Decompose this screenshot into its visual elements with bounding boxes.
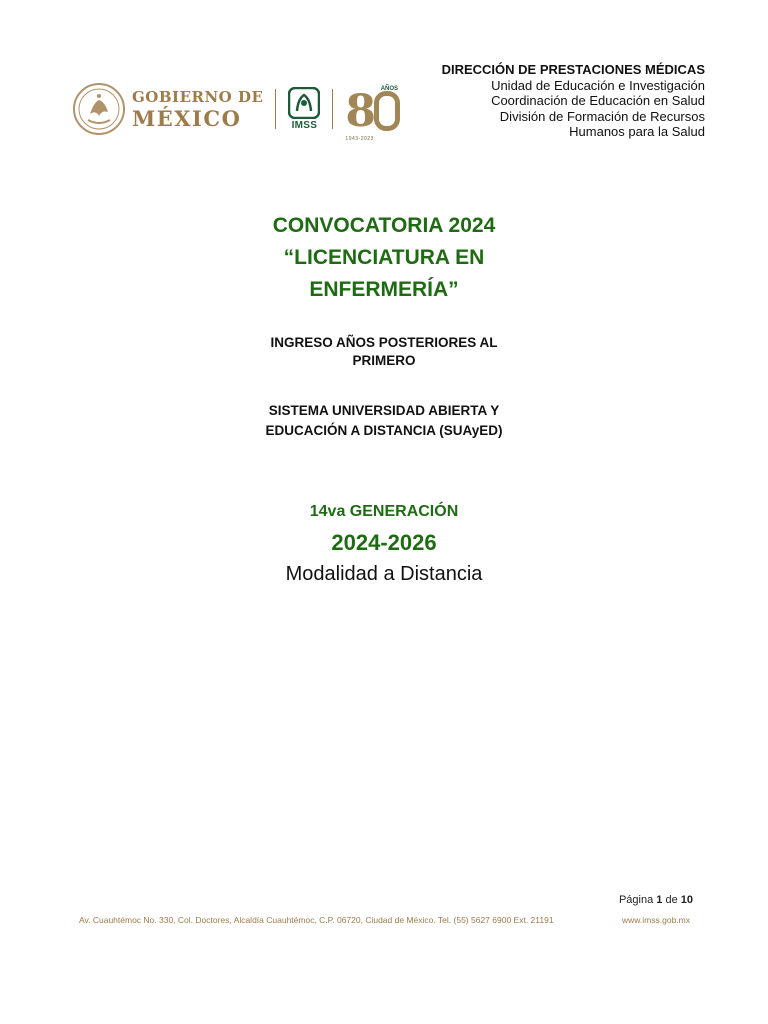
document-title xyxy=(0,210,768,306)
generation-label: 14va GENERACIÓN xyxy=(309,503,459,520)
mexico-coat-of-arms-seal-icon xyxy=(72,82,126,136)
footer-website-link[interactable]: www.imss.gob.mx xyxy=(621,915,690,925)
anniversary-years: 1943-2023 xyxy=(345,136,374,142)
department-header xyxy=(442,62,705,140)
anniversary-number-8: 8 xyxy=(345,86,377,137)
department-line: Coordinación de Educación en Salud xyxy=(491,93,705,108)
title-line: “LICENCIATURA EN xyxy=(283,246,485,269)
period-label: 2024-2026 xyxy=(331,530,437,555)
page-total: 10 xyxy=(680,894,693,906)
system-subtitle xyxy=(0,401,768,441)
subtitle-line: PRIMERO xyxy=(352,353,416,368)
gobierno-logo-line2: MÉXICO xyxy=(132,105,242,131)
imss-emblem-icon xyxy=(288,87,320,119)
imss-logo-label: IMSS xyxy=(291,120,318,131)
modality-label: Modalidad a Distancia xyxy=(285,563,483,585)
title-line: ENFERMERÍA” xyxy=(309,278,459,301)
admission-subtitle xyxy=(0,334,768,370)
page-current: 1 xyxy=(656,894,663,906)
anniversary-zero-icon xyxy=(374,91,400,131)
subtitle-line: SISTEMA UNIVERSIDAD ABIERTA Y xyxy=(268,403,500,418)
gobierno-de-mexico-logo xyxy=(132,87,264,131)
imss-logo xyxy=(288,87,320,131)
footer-address: Av. Cuauhtémoc No. 330, Col. Doctores, Alcaldía Cuauhtémoc, C.P. 06720, Ciudad de México. Tel. (55) 5627 6900 Ext. 21191 xyxy=(79,915,554,925)
logo-divider xyxy=(275,89,276,129)
page-of: de xyxy=(662,894,681,906)
department-line: División de Formación de Recursos xyxy=(499,108,705,124)
anniversary-word: AÑOS xyxy=(380,86,399,92)
page-prefix: Página xyxy=(618,894,657,906)
subtitle-line: INGRESO AÑOS POSTERIORES AL xyxy=(270,335,498,350)
logo-divider xyxy=(332,89,333,129)
gobierno-logo-line1: GOBIERNO DE xyxy=(132,87,264,106)
subtitle-line: EDUCACIÓN A DISTANCIA (SUAyED) xyxy=(265,423,503,438)
title-line: CONVOCATORIA 2024 xyxy=(272,214,496,237)
department-line: Unidad de Educación e Investigación xyxy=(491,77,705,93)
department-line: Humanos para la Salud xyxy=(569,124,705,139)
page-number xyxy=(619,894,693,906)
header-logos xyxy=(72,80,400,142)
department-line: DIRECCIÓN DE PRESTACIONES MÉDICAS xyxy=(441,62,705,77)
80-anniversary-logo xyxy=(345,84,400,142)
